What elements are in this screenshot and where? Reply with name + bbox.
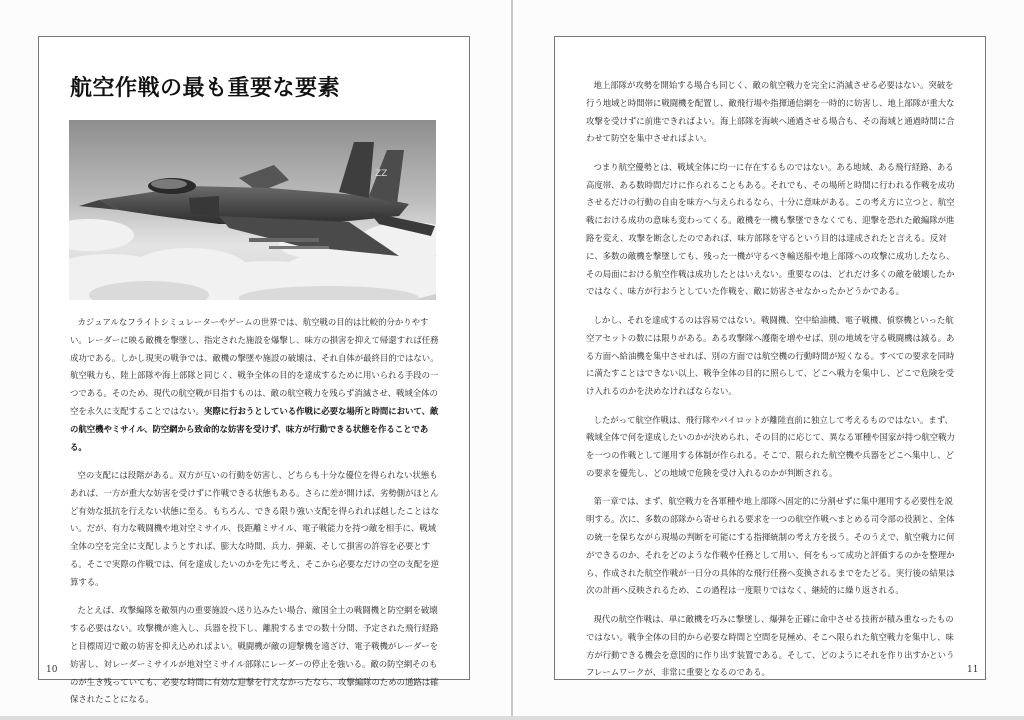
left-body-text bbox=[70, 314, 440, 720]
right-paragraph-2: つまり航空優勢とは、戦域全体に均一に存在するものではない。ある地域、ある飛行経路、ある高度帯、ある数時間だけに作られることもある。それでも、その場所と時間に行われる作戦を成功させるだけの行動の自由を味方へ与えられるなら、十分に意味がある。この考え方に立つと、航空戦における成功の意味も変わってくる。敵機を一機も撃墜できなくても、迎撃を恐れた敵編隊が進路を変え、攻撃を断念したのであれば、味方部隊を守るという目的は達成されたと言える。反対に、多数の敵機を撃墜しても、残った一機が守るべき輸送船や地上部隊への攻撃に成功したなら、その局面における航空作戦は成功したとはいえない。重要なのは、どれだけ多くの敵を破壊したかではなく、味方が行おうとしていた作戦を、敵に妨害させなかったかどうかである。 bbox=[586, 161, 955, 297]
left-paragraph-3: たとえば、攻撃編隊を敵領内の重要施設へ送り込みたい場合、敵国全土の戦闘機と防空網を破壊する必要はない。攻撃機が進入し、兵器を投下し、離脱するまでの数十分間、予定された飛行経路と目標周辺で敵の妨害を抑え込めればよい。戦闘機が敵の迎撃機を遠ざけ、電子戦機がレーダーを妨害し、対レーダーミサイルが地対空ミサイル部隊にレーダーの停止を強いる。敵の防空網そのものが生き残っていても、必要な時間に有効な迎撃を行えなかったなら、攻撃編隊のための通路は確保されたことになる。 bbox=[70, 605, 439, 705]
right-paragraph-1: 地上部隊が攻勢を開始する場合も同じく、敵の航空戦力を完全に消滅させる必要はない。突破を行う地域と時間帯に戦闘機を配置し、敵飛行場や指揮通信網を一時的に妨害し、地上部隊が重大な攻撃を受けずに前進できればよい。海上部隊を海峡へ通過させる場合も、その海域と通過時間に合わせて防空を集中させればよい。 bbox=[586, 80, 955, 144]
right-body-text bbox=[586, 77, 956, 693]
page-number-left: 10 bbox=[46, 665, 58, 675]
left-paragraph-1 bbox=[70, 314, 440, 456]
left-page bbox=[0, 0, 511, 716]
right-paragraph-3: しかし、それを達成するのは容易ではない。戦闘機、空中給油機、電子戦機、偵察機といった航空アセットの数には限りがある。ある攻撃隊へ護衛を増やせば、別の地域を守る戦闘機は減る。ある方面へ給油機を集中させれば、別の方面では航空機の行動時間が短くなる。すべての要求を同時に満たすことはできない以上、戦争全体の目的に照らして、どこへ戦力を集中し、どこで危険を受け入れるのかを決めなければならない。 bbox=[586, 314, 955, 397]
left-paragraph-1-emphasis: 実際に行おうとしている作戦に必要な場所と時間において、敵の航空機やミサイル、防空網から致命的な妨害を受けず、味方が行動できる状態を作ることである。 bbox=[70, 405, 439, 452]
left-paragraph-1-text: カジュアルなフライトシミュレーターやゲームの世界では、航空戦の目的は比較的分かりやすい。レーダーに映る敵機を撃墜し、指定された施設を爆撃し、味方の損害を抑えて帰還すれば任務成功である。しかし現実の戦争では、敵機の撃墜や施設の破壊は、それ自体が最終目的ではない。航空戦力も、陸上部隊や海上部隊と同じく、戦争全体の目的を達成するために用いられる手段の一つである。そのため、現代の航空戦が目指すものは、敵の航空戦力を残らず消滅させ、戦域全体の空を永久に支配することではない。 bbox=[70, 317, 439, 416]
page-title: 航空作戦の最も重要な要素 bbox=[70, 75, 341, 101]
right-paragraph-4: したがって航空作戦は、飛行隊やパイロットが離陸直前に独立して考えるものではない。まず、戦域全体で何を達成したいのかが決められ、その目的に応じて、異なる軍種や国家が持つ航空戦力を一つの作戦として運用する体制が作られる。そこで、限られた航空機や兵器をどこへ集中し、どの要求を優先し、どの地域で危険を受け入れるのかが判断される。 bbox=[586, 414, 955, 478]
left-paragraph-2: 空の支配には段階がある。双方が互いの行動を妨害し、どちらも十分な優位を得られない状態もあれば、一方が重大な妨害を受けずに作戦できる状態もある。さらに差が開けば、劣勢側がほとんど有効な抵抗を行えない状態に至る。もちろん、できる限り強い支配を得られれば越したことはない。だが、有力な戦闘機や地対空ミサイル、長距離ミサイル、電子戦能力を持つ敵を相手に、戦域全体の空を完全に支配しようとすれば、膨大な時間、兵力、弾薬、そして損害の許容を必要とする。そこで実際の作戦では、何を達成したいのかを先に考え、そこから必要なだけの空の支配を逆算する。 bbox=[70, 470, 440, 587]
right-paragraph-5: 第一章では、まず、航空戦力を各軍種や地上部隊へ固定的に分割せずに集中運用する必要性を説明する。次に、多数の部隊から寄せられる要求を一つの航空作戦へまとめる司令部の役割と、全体の統一を保ちながら現場の判断を可能にする指揮統制の考え方を扱う。そのうえで、航空戦力に何ができるのか、それをどのような作戦や任務として用い、何をもって成功と評価するのかを整理から、作成された航空作戦が一日分の具体的な飛行任務へ変換されるまでをたどる。実行後の結果は次の計画へ反映されるため、この過程は一度限りではなく、継続的に繰り返される。 bbox=[586, 496, 955, 596]
fighter-jet-photo bbox=[69, 120, 436, 300]
page-number-right: 11 bbox=[967, 665, 979, 675]
right-paragraph-6: 現代の航空作戦は、単に敵機を巧みに撃墜し、爆弾を正確に命中させる技術が積み重なったものではない。戦争全体の目的から必要な時間と空間を見極め、そこへ限られた航空戦力を集中し、味方が行動できる機会を意図的に作り出す装置である。そして、どのようにそれを作り出すかというフレームワークが、非常に重要となるのである。 bbox=[586, 613, 955, 678]
svg-text:ZZ: ZZ bbox=[375, 169, 388, 179]
